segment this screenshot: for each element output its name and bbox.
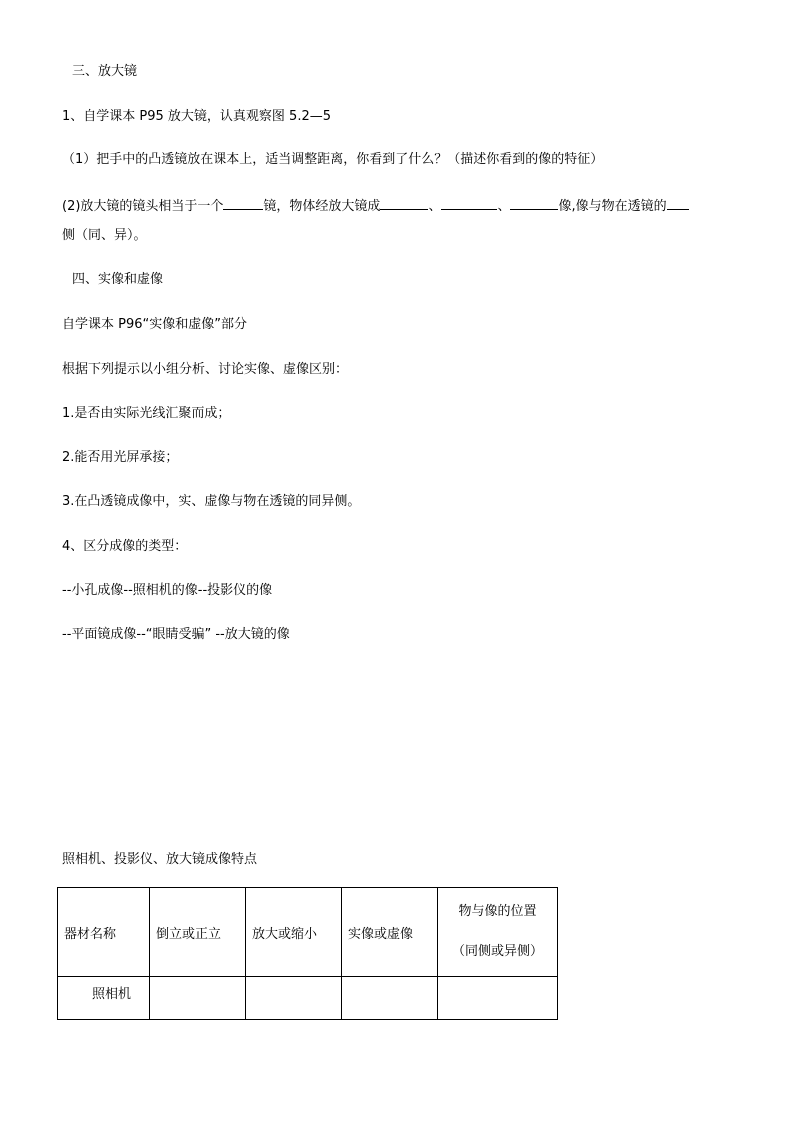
section-3-item-1: 1、自学课本 P95 放大镜，认真观察图 5.2—5: [62, 109, 331, 124]
header-magnification: 放大或缩小: [252, 926, 318, 942]
header-position-line-1: 物与像的位置: [458, 904, 537, 919]
table-cell-input[interactable]: [438, 977, 558, 1020]
section-4-intro: 自学课本 P96“实像和虚像”部分: [62, 317, 247, 332]
section-4-item-4: 4、区分成像的类型：: [62, 539, 188, 554]
table-header-row: [58, 888, 558, 977]
header-equipment-name: 器材名称: [64, 926, 117, 942]
blank-image-feature-3[interactable]: [510, 196, 558, 210]
section-3-question-1: （1）把手中的凸透镜放在课本上，适当调整距离，你看到了什么？（描述你看到的像的特征）: [62, 152, 604, 167]
table-caption: 照相机、投影仪、放大镜成像特点: [62, 852, 258, 867]
table-cell-input[interactable]: [342, 977, 438, 1020]
section-4-list-line-2: --平面镜成像--“眼睛受骗” --放大镜的像: [62, 627, 290, 642]
imaging-features-table: [57, 887, 558, 1020]
blank-image-feature-2[interactable]: [441, 196, 497, 210]
table-cell-name: [58, 977, 150, 1020]
blank-lens-type[interactable]: [223, 196, 263, 210]
section-4-prompt: 根据下列提示以小组分析、讨论实像、虚像区别：: [62, 362, 349, 377]
section-4-point-3: 3.在凸透镜成像中，实、虚像与物在透镜的同异侧。: [62, 494, 361, 509]
section-4-point-1: 1.是否由实际光线汇聚而成；: [62, 406, 231, 421]
header-position-line-2: （同侧或异侧）: [451, 944, 543, 959]
section-4-list-line-1: --小孔成像--照相机的像--投影仪的像: [62, 583, 273, 598]
table-header-cell: [342, 888, 438, 977]
section-4-point-2: 2.能否用光屏承接；: [62, 450, 179, 465]
q2-text-5: 像,像与物在透镜的: [558, 199, 667, 214]
section-3-title: 三、放大镜: [72, 64, 138, 79]
section-3-question-2: [62, 196, 689, 216]
blank-same-side[interactable]: [667, 196, 689, 210]
blank-image-feature-1[interactable]: [380, 196, 428, 210]
q2-text-2: 镜，物体经放大镜成: [263, 199, 381, 214]
q2-text-1: (2)放大镜的镜头相当于一个: [62, 199, 224, 214]
table-header-cell: [58, 888, 150, 977]
section-3-question-2-cont: 侧（同、异）。: [62, 228, 147, 243]
table-cell-input[interactable]: [246, 977, 342, 1020]
q2-text-3: 、: [428, 199, 442, 214]
header-orientation: 倒立或正立: [156, 926, 222, 942]
table-header-cell: [246, 888, 342, 977]
header-position: [438, 892, 557, 972]
table-row: [58, 977, 558, 1020]
q2-text-4: 、: [497, 199, 511, 214]
row-name-camera: 照相机: [92, 986, 132, 1002]
table-header-cell: [438, 888, 558, 977]
table-header-cell: [150, 888, 246, 977]
section-4-title: 四、实像和虚像: [72, 272, 164, 287]
header-real-virtual: 实像或虚像: [348, 926, 414, 942]
table-cell-input[interactable]: [150, 977, 246, 1020]
